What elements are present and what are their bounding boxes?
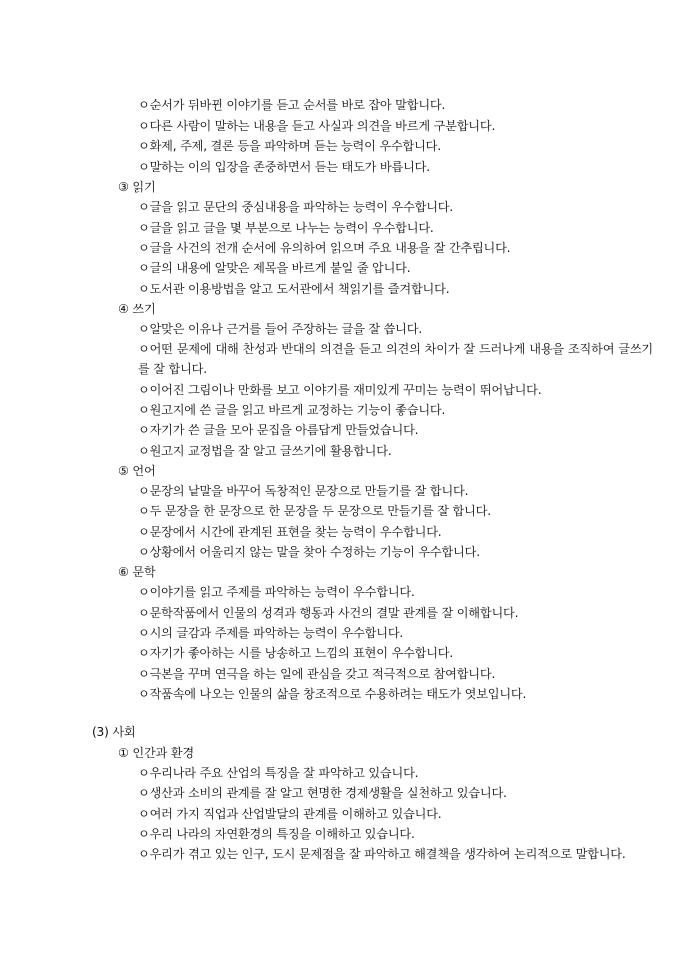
section-heading: (3) 사회 [92,725,136,739]
list-item: ㅇ이야기를 읽고 주제를 파악하는 능력이 우수합니다. [138,585,415,599]
list-item: ㅇ말하는 이의 입장을 존중하면서 듣는 태도가 바릅니다. [138,160,430,174]
list-item: ㅇ문학작품에서 인물의 성격과 행동과 사건의 결말 관계를 잘 이해합니다. [138,606,519,620]
list-item: ㅇ이어진 그림이나 만화를 보고 이야기를 재미있게 꾸미는 능력이 뛰어납니다. [138,383,542,397]
subsection-heading: ① 인간과 환경 [118,746,194,760]
list-item: ㅇ여러 가지 직업과 산업발달의 관계를 이해하고 있습니다. [138,807,442,821]
list-item: ㅇ자기가 쓴 글을 모아 문집을 아름답게 만들었습니다. [138,423,419,437]
list-item: ㅇ시의 글감과 주제를 파악하는 능력이 우수합니다. [138,626,404,640]
list-item: ㅇ우리 나라의 자연환경의 특징을 이해하고 있습니다. [138,827,415,841]
list-item: ㅇ작품속에 나오는 인물의 삶을 창조적으로 수용하려는 태도가 엿보입니다. [138,687,527,701]
list-item: ㅇ문장의 낱말을 바꾸어 독창적인 문장으로 만들기를 잘 합니다. [138,484,469,498]
list-item: ㅇ원고지 교정법을 잘 알고 글쓰기에 활용합니다. [138,444,392,458]
list-item: ㅇ생산과 소비의 관계를 잘 알고 현명한 경제생활을 실천하고 있습니다. [138,786,507,800]
list-item: ㅇ글의 내용에 알맞은 제목을 바르게 붙일 줄 압니다. [138,261,411,275]
list-item: ㅇ원고지에 쓴 글을 읽고 바르게 교정하는 기능이 좋습니다. [138,403,446,417]
list-item: ㅇ글을 읽고 글을 몇 부분으로 나누는 능력이 우수합니다. [138,221,434,235]
list-item: ㅇ다른 사람이 말하는 내용을 듣고 사실과 의견을 바르게 구분합니다. [138,119,496,133]
list-item: ㅇ극본을 꾸며 연극을 하는 일에 관심을 갖고 적극적으로 참여합니다. [138,667,496,681]
list-item: ㅇ상황에서 어울리지 않는 말을 찾아 수정하는 기능이 우수합니다. [138,545,480,559]
list-item: ㅇ우리가 겪고 있는 인구, 도시 문제점을 잘 파악하고 해결책을 생각하여 논리적으로 말합니다. [138,847,626,861]
list-item: ㅇ화제, 주제, 결론 등을 파악하며 듣는 능력이 우수합니다. [138,139,441,153]
list-item: ㅇ자기가 좋아하는 시를 낭송하고 느낌의 표현이 우수합니다. [138,646,454,660]
subsection-heading: ④ 쓰기 [118,302,156,316]
list-item: ㅇ문장에서 시간에 관계된 표현을 찾는 능력이 우수합니다. [138,525,442,539]
subsection-heading: ⑤ 언어 [118,464,156,478]
list-item: ㅇ두 문장을 한 문장으로 한 문장을 두 문장으로 만들기를 잘 합니다. [138,504,491,518]
subsection-heading: ⑥ 문학 [118,565,156,579]
list-item: ㅇ도서관 이용방법을 알고 도서관에서 책읽기를 즐겨합니다. [138,282,450,296]
list-item: ㅇ어떤 문제에 대해 찬성과 반대의 의견을 듣고 의견의 차이가 잘 드러나게 내용을 조직하여 글쓰기를 잘 합니다. [138,342,653,376]
list-item: ㅇ알맞은 이유나 근거를 들어 주장하는 글을 잘 씁니다. [138,322,423,336]
subsection-heading: ③ 읽기 [118,180,156,194]
list-item: ㅇ순서가 뒤바뀐 이야기를 듣고 순서를 바로 잡아 말합니다. [138,98,446,112]
list-item: ㅇ우리나라 주요 산업의 특징을 잘 파악하고 있습니다. [138,766,419,780]
list-item: ㅇ글을 읽고 문단의 중심내용을 파악하는 능력이 우수합니다. [138,200,454,214]
list-item: ㅇ글을 사건의 전개 순서에 유의하여 읽으며 주요 내용을 잘 간추립니다. [138,241,511,255]
